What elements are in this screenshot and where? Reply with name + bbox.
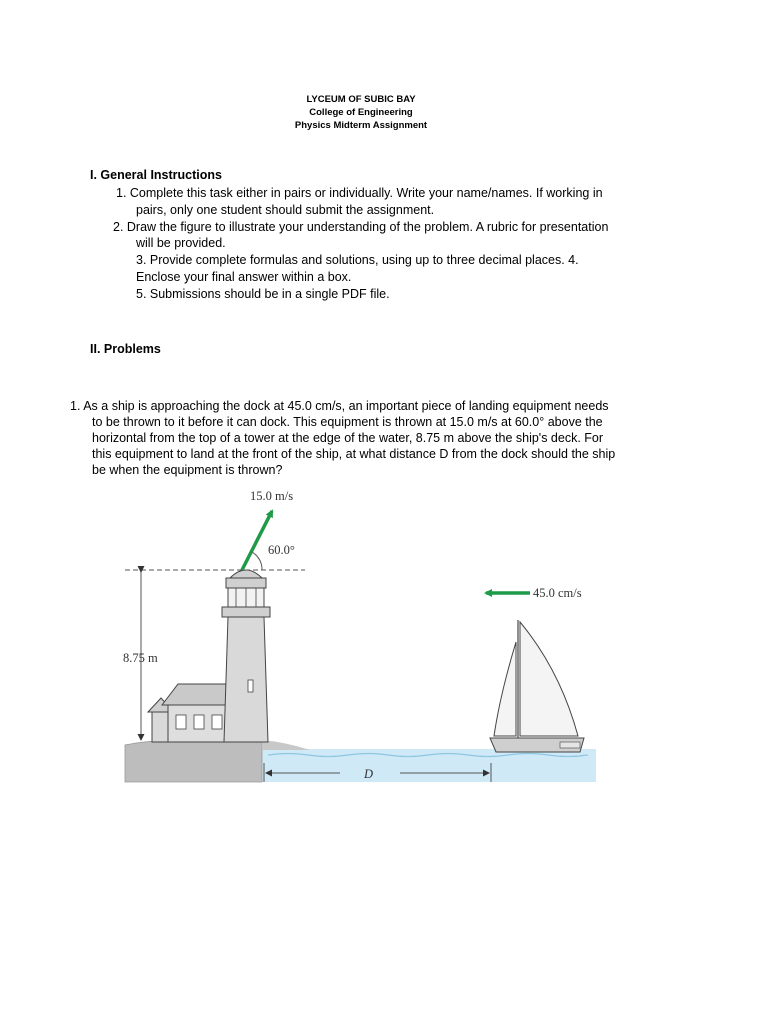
angle-arc	[252, 552, 262, 570]
sailboat	[490, 620, 584, 752]
instruction-line: 2. Draw the figure to illustrate your understanding of the problem. A rubric for presentation	[113, 220, 609, 234]
problem-line: to be thrown to it before it can dock. This equipment is thrown at 15.0 m/s at 60.0° above the	[92, 415, 603, 429]
instruction-line: pairs, only one student should submit the assignment.	[136, 203, 435, 217]
throw-velocity-arrow	[242, 511, 272, 570]
lighthouse	[222, 570, 270, 742]
ship-speed-label: 45.0 cm/s	[533, 586, 582, 600]
assignment-title: Physics Midterm Assignment	[294, 120, 428, 131]
instructions-heading: I. General Instructions	[90, 168, 222, 182]
problem-line: horizontal from the top of a tower at the edge of the water, 8.75 m above the ship's deck. For	[92, 431, 604, 445]
instruction-line: 5. Submissions should be in a single PDF file.	[136, 287, 390, 301]
instruction-line: 3. Provide complete formulas and solutions, using up to three decimal places. 4.	[136, 253, 579, 267]
college-name: College of Engineering	[309, 107, 413, 118]
distance-label: D	[364, 767, 374, 781]
instruction-line: 1. Complete this task either in pairs or individually. Write your name/names. If working in	[116, 186, 603, 200]
institution-name: LYCEUM OF SUBIC BAY	[306, 94, 416, 105]
throw-speed-label: 15.0 m/s	[250, 489, 294, 503]
throw-angle-label: 60.0°	[268, 543, 295, 557]
cliff-ground	[125, 740, 262, 782]
instruction-line: will be provided.	[136, 236, 226, 250]
tower-height-label: 8.75 m	[123, 651, 158, 665]
problem-line: be when the equipment is thrown?	[92, 463, 283, 477]
shore-slope	[262, 740, 310, 750]
problem-line: this equipment to land at the front of the ship, at what distance D from the dock should the ship	[92, 447, 616, 461]
instruction-line: Enclose your final answer within a box.	[136, 270, 352, 284]
problems-heading: II. Problems	[90, 342, 161, 356]
water	[262, 749, 596, 782]
problem-line: 1. As a ship is approaching the dock at 45.0 cm/s, an important piece of landing equipment needs	[70, 399, 609, 413]
